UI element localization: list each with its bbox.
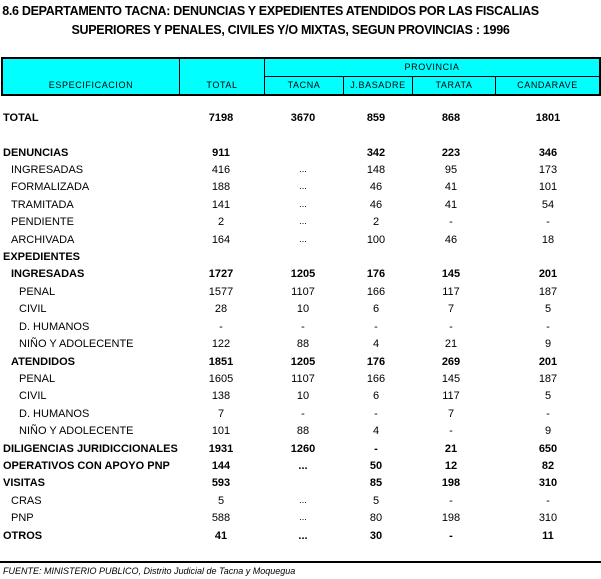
cell-candarave: 9 — [544, 338, 552, 350]
cell-jbasadre: 46 — [369, 199, 383, 211]
cell-jbasadre: 166 — [366, 286, 386, 298]
cell-jbasadre: 6 — [372, 390, 380, 402]
cell-total: 7198 — [208, 112, 234, 124]
cell-candarave: - — [546, 321, 550, 333]
table-row — [0, 425, 601, 442]
cell-tarata: 198 — [441, 477, 461, 489]
header-divider — [264, 76, 599, 77]
table-row — [0, 147, 601, 164]
table-row — [0, 234, 601, 251]
row-label: CIVIL — [19, 390, 47, 402]
row-label: CIVIL — [19, 303, 47, 315]
table-row — [0, 321, 601, 338]
cell-jbasadre: 80 — [369, 512, 383, 524]
cell-jbasadre: 2 — [372, 216, 380, 228]
cell-tacna: ... — [299, 512, 307, 522]
table-row — [0, 495, 601, 512]
cell-candarave: 18 — [541, 234, 555, 246]
cell-jbasadre: 148 — [366, 164, 386, 176]
row-label: CRAS — [11, 495, 42, 507]
cell-tacna: 10 — [296, 303, 310, 315]
cell-total: 1577 — [208, 286, 234, 298]
cell-tarata: 12 — [444, 460, 458, 472]
cell-tarata: 41 — [444, 199, 458, 211]
source-note: FUENTE: MINISTERIO PUBLICO, Distrito Judicial de Tacna y Moquegua — [3, 566, 296, 576]
cell-tarata: 145 — [441, 268, 461, 280]
header-province-tacna: TACNA — [287, 80, 321, 90]
cell-total: 41 — [214, 530, 228, 542]
row-label: PENAL — [19, 286, 56, 298]
cell-candarave: 101 — [538, 181, 558, 193]
cell-tacna: 1260 — [290, 443, 316, 455]
table-row — [0, 112, 601, 129]
cell-total: 593 — [211, 477, 231, 489]
cell-candarave: 346 — [538, 147, 558, 159]
cell-tarata: 198 — [441, 512, 461, 524]
footer-rule — [0, 561, 601, 563]
table-row — [0, 443, 601, 460]
table-row — [0, 477, 601, 494]
table-row — [0, 251, 601, 268]
cell-candarave: 11 — [542, 530, 554, 542]
cell-candarave: 310 — [538, 512, 558, 524]
cell-tacna: 10 — [296, 390, 310, 402]
cell-total: 141 — [211, 199, 231, 211]
cell-total: 138 — [211, 390, 231, 402]
cell-tarata: 41 — [444, 181, 458, 193]
row-label: PENAL — [19, 373, 56, 385]
cell-jbasadre: - — [374, 443, 378, 455]
cell-jbasadre: 342 — [366, 147, 386, 159]
cell-tacna: ... — [298, 530, 308, 542]
table-title-line-2: SUPERIORES Y PENALES, CIVILES Y/O MIXTAS, SEGUN PROVINCIAS : 1996 — [71, 23, 510, 37]
row-label: D. HUMANOS — [19, 321, 90, 333]
cell-candarave: 9 — [544, 425, 552, 437]
cell-tacna: 3670 — [290, 112, 316, 124]
table-row — [0, 356, 601, 373]
cell-tacna: 88 — [296, 425, 310, 437]
header-especificacion: ESPECIFICACION — [48, 80, 134, 90]
cell-tarata: - — [449, 216, 453, 228]
cell-tacna: ... — [299, 181, 307, 191]
cell-jbasadre: 4 — [372, 425, 380, 437]
table-row — [0, 216, 601, 233]
row-label: PNP — [11, 512, 34, 524]
cell-tacna: - — [301, 408, 305, 420]
row-label: INGRESADAS — [11, 164, 84, 176]
cell-total: 2 — [217, 216, 225, 228]
cell-tacna: ... — [299, 164, 307, 174]
cell-jbasadre: 4 — [372, 338, 380, 350]
cell-total: 911 — [212, 147, 230, 159]
cell-tarata: 269 — [441, 356, 461, 368]
cell-jbasadre: 30 — [369, 530, 383, 542]
cell-jbasadre: - — [374, 321, 378, 333]
row-label: NIÑO Y ADOLECENTE — [19, 425, 134, 437]
header-provincia: PROVINCIA — [404, 62, 460, 72]
cell-tarata: 95 — [444, 164, 458, 176]
cell-candarave: 1801 — [535, 112, 561, 124]
cell-candarave: 201 — [538, 268, 558, 280]
row-label: NIÑO Y ADOLECENTE — [19, 338, 134, 350]
cell-tarata: 7 — [447, 303, 455, 315]
row-label: VISITAS — [3, 477, 45, 489]
cell-tacna: 1107 — [291, 373, 315, 385]
cell-candarave: 5 — [544, 303, 552, 315]
cell-tarata: - — [449, 425, 453, 437]
cell-total: 416 — [211, 164, 231, 176]
cell-tacna: ... — [299, 216, 307, 226]
cell-tarata: 21 — [444, 443, 458, 455]
table-row — [0, 303, 601, 320]
cell-jbasadre: 6 — [372, 303, 380, 315]
table-row — [0, 164, 601, 181]
row-label: EXPEDIENTES — [3, 251, 81, 263]
cell-jbasadre: 85 — [369, 477, 383, 489]
cell-candarave: - — [546, 408, 550, 420]
cell-tarata: - — [449, 530, 453, 542]
header-province-tarata: TARATA — [435, 80, 473, 90]
table-row — [0, 338, 601, 355]
cell-jbasadre: 5 — [372, 495, 380, 507]
cell-total: 28 — [214, 303, 228, 315]
cell-total: 1851 — [208, 356, 234, 368]
cell-tarata: - — [449, 495, 453, 507]
row-label: INGRESADAS — [11, 268, 85, 280]
table-row — [0, 408, 601, 425]
cell-tarata: 117 — [442, 390, 460, 402]
row-label: ARCHIVADA — [11, 234, 75, 246]
row-label: OPERATIVOS CON APOYO PNP — [3, 460, 170, 472]
cell-candarave: 187 — [538, 286, 558, 298]
row-label: ATENDIDOS — [11, 356, 75, 368]
cell-jbasadre: 176 — [366, 356, 386, 368]
cell-candarave: 82 — [541, 460, 555, 472]
cell-tarata: 117 — [442, 286, 460, 298]
cell-total: 588 — [211, 512, 231, 524]
cell-candarave: - — [546, 495, 550, 507]
cell-candarave: 54 — [541, 199, 555, 211]
cell-jbasadre: 50 — [369, 460, 383, 472]
cell-total: 164 — [211, 234, 231, 246]
cell-jbasadre: 166 — [366, 373, 386, 385]
header-province-candarave: CANDARAVE — [517, 80, 578, 90]
row-label: D. HUMANOS — [19, 408, 90, 420]
cell-total: 1605 — [208, 373, 234, 385]
cell-tarata: 21 — [444, 338, 458, 350]
cell-tarata: 868 — [441, 112, 461, 124]
row-label: OTROS — [3, 530, 43, 542]
cell-total: 1931 — [208, 443, 234, 455]
cell-total: 122 — [211, 338, 231, 350]
table-row — [0, 268, 601, 285]
cell-tacna: - — [301, 321, 305, 333]
cell-candarave: 187 — [538, 373, 558, 385]
cell-tacna: ... — [299, 199, 307, 209]
cell-candarave: 310 — [538, 477, 558, 489]
row-label: TOTAL — [3, 112, 39, 124]
header-province-jbasadre: J.BASADRE — [350, 80, 406, 90]
cell-candarave: 173 — [538, 164, 558, 176]
header-total: TOTAL — [206, 80, 238, 90]
table-title-line-1: 8.6 DEPARTAMENTO TACNA: DENUNCIAS Y EXPEDIENTES ATENDIDOS POR LAS FISCALIAS — [2, 4, 539, 18]
row-label: TRAMITADA — [11, 199, 74, 211]
cell-tacna: 1205 — [290, 268, 316, 280]
cell-jbasadre: - — [374, 408, 378, 420]
cell-total: 188 — [211, 181, 231, 193]
cell-candarave: 5 — [544, 390, 552, 402]
row-label: FORMALIZADA — [11, 181, 90, 193]
table-row — [0, 373, 601, 390]
cell-total: 144 — [211, 460, 231, 472]
cell-tarata: - — [449, 321, 453, 333]
row-label: PENDIENTE — [11, 216, 74, 228]
cell-total: 1727 — [208, 268, 234, 280]
cell-jbasadre: 46 — [369, 181, 383, 193]
cell-total: 7 — [217, 408, 225, 420]
table-row — [0, 199, 601, 216]
cell-total: - — [219, 321, 223, 333]
cell-total: 5 — [217, 495, 225, 507]
cell-candarave: 650 — [538, 443, 558, 455]
row-label: DENUNCIAS — [3, 147, 69, 159]
cell-tacna: 88 — [296, 338, 310, 350]
cell-tacna: ... — [299, 234, 307, 244]
cell-tacna: 1205 — [290, 356, 316, 368]
cell-tarata: 145 — [441, 373, 461, 385]
cell-jbasadre: 176 — [366, 268, 386, 280]
table-header — [1, 57, 601, 96]
table-row — [0, 512, 601, 529]
cell-tacna: 1107 — [291, 286, 315, 298]
cell-candarave: 201 — [538, 356, 558, 368]
cell-jbasadre: 859 — [366, 112, 386, 124]
cell-candarave: - — [546, 216, 550, 228]
cell-jbasadre: 100 — [366, 234, 386, 246]
table-row — [0, 390, 601, 407]
cell-tacna: ... — [299, 495, 307, 505]
cell-tarata: 46 — [444, 234, 458, 246]
cell-total: 101 — [211, 425, 231, 437]
table-row — [0, 286, 601, 303]
table-row — [0, 460, 601, 477]
row-label: DILIGENCIAS JURIDICCIONALES — [3, 443, 178, 455]
cell-tarata: 223 — [441, 147, 461, 159]
cell-tarata: 7 — [447, 408, 455, 420]
table-row — [0, 181, 601, 198]
cell-tacna: ... — [298, 460, 308, 472]
table-row — [0, 530, 601, 547]
